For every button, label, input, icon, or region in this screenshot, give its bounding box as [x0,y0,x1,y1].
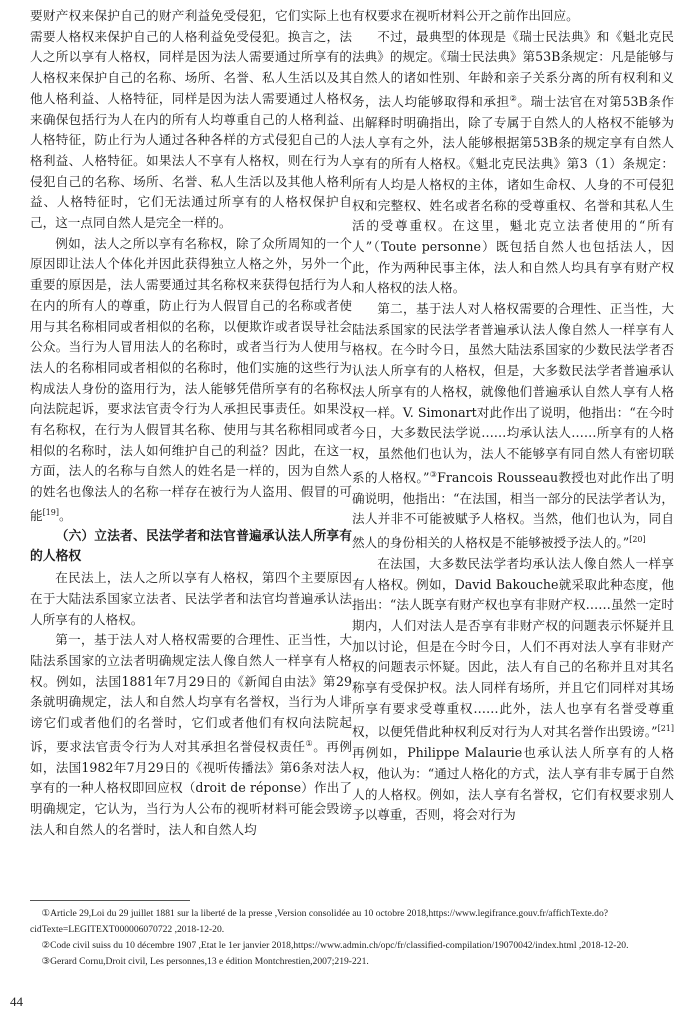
page-number: 44 [10,994,23,1009]
paragraph: 在法国，大多数民法学者均承认法人像自然人一样享有人格权。例如，David Bakouche就采取此种态度，他指出：“法人既享有财产权也享有非财产权……虽然一定时期内，人们对法人是否享有非财产权的问题表示怀疑并且加以讨论，但是在今时今日，人们不再对法人享有非财产权的问题表示怀疑。因此，法人有自己的名称并且对其名称享有受保护权。法人同样有场所，并且它们同样对其场所享有要求受尊重权……此外，法人也享有名誉受尊重权，以便凭借此种权利反对行为人对其名誉作出毁谤。”[21]再例如，Philippe Malaurie也承认法人所享有的人格权，他认为：“通过人格化的方式，法人享有非专属于自然人的人格权。例如，法人享有名誉权，它们有权要求别人予以尊重，否则，将会对行为 [352,555,674,823]
paragraph: 在民法上，法人之所以享有人格权，第四个主要原因在于大陆法系国家立法者、民法学者和法官均普遍承认法人所享有的人格权。 [30,570,352,627]
paragraph: 第一，基于法人对人格权需要的合理性、正当性，大陆法系国家的立法者明确规定法人像自然人一样享有人格权。例如，法国1881年7月29日的《新闻自由法》第29条就明确规定，法人和自然人均享有名誉权，当行为人诽谤它们或者他们的名誉时，它们或者他们有权向法院起诉，要求法官责令行为人对其承担名誉侵权责任①。再例如，法国1982年7月29日的《视听传播法》第6条对法人享有的一种人格权即回应权（droit de réponse）作出了明确规定，它认为，当行为人公布的视听材料可能会毁谤法人和自然人的名誉时，法人和自然人均 [30,632,353,837]
left-column [30,6,352,841]
paragraph: 第二，基于法人对人格权需要的合理性、正当性，大陆法系国家的民法学者普遍承认法人像自然人一样享有人格权。在今时今日，虽然大陆法系国家的少数民法学者否认法人所享有的人格权，但是，大多数民法学者普遍承认法人所享有的人格权，就像他们普遍承认自然人享有人格权一样。V. Simonart对此作出了说明，他指出：“在今时今日，大多数民法学说……均承认法人……所享有的人格权，虽然他们也认为，法人不能够享有同自然人有密切联系的人格权。”③Francois Rousseau教授也对此作出了明确说明，他指出：“在法国，相当一部分的民法学者认为，法人并非不可能被赋予人格权。当然，他们也认为，同自然人的身份相关的人格权是不能够被授予法人的。”[20] [352,301,675,551]
footnote: ③Gerard Cornu,Droit civil, Les personnes,13 e édition Montchrestien,2007;219-221. [41,956,369,967]
citation-ref[interactable]: [19] [42,507,60,517]
footnote: ②Code civil suiss du 10 décembre 1907 ,Etat le 1er janvier 2018,https://www.admin.ch/opc/fr/classified-compilation/19070042/index.html ,2018-12-20. [41,940,629,951]
footnotes [30,906,674,970]
footnote: ①Article 29,Loi du 29 juillet 1881 sur la liberté de la presse ,Version consolidée au 10 octobre 2018,https://www.legifrance.gouv.fr/affichTexte.do?cidTexte=LEGITEXT000006070722 ,2018-12-20. [30,908,609,935]
footnote-ref[interactable]: ③ [429,469,438,479]
citation-ref[interactable]: [21] [657,724,674,734]
footnote-ref[interactable]: ① [305,738,314,748]
paragraph: 例如，法人之所以享有名称权，除了众所周知的一个原因即让法人个体化并因此获得独立人格之外，另外一个重要的原因是，法人需要通过其名称权来获得包括行为人在内的所有人的尊重，防止行为人假冒自己的名称或者使用与其名称相同或者相似的名称，以便欺诈或者误导社会公众。当行为人冒用法人的名称时，或者当行为人使用与法人的名称相同或者相似的名称时，他们实施的这些行为构成法人身份的盗用行为，法人能够凭借所享有的名称权向法院起诉，要求法官责令行为人承担民事责任。如果没有名称权，在行为人假冒其名称、使用与其名称相同或者相似的名称时，法人如何维护自己的利益？因此，在这一方面，法人的名称与自然人的姓名是一样的，因为自然人的姓名也像法人的名称一样存在被行为人盗用、假冒的可能[19]。 [30,235,352,524]
footnote-ref[interactable]: ② [509,93,518,103]
paragraph: 有权要求在视听材料公开之前作出回应。 [352,8,579,23]
citation-ref[interactable]: [20] [629,534,646,544]
right-column [352,6,674,826]
paragraph: 不过，最典型的体现是《瑞士民法典》和《魁北克民法典》的规定。《瑞士民法典》第53B条规定：凡是能够与自然人的诸如性别、年龄和亲子关系分离的所有权利和义务，法人均能够取得和承担②。瑞士法官在对第53B条作出解释时明确指出，除了专属于自然人的人格权不能够为法人享有之外，法人能够根据第53B条的规定享有自然人享有的所有人格权。《魁北克民法典》第3（1）条规定：所有人均是人格权的主体，诸如生命权、人身的不可侵犯权和完整权、姓名或者名称的受尊重权、名誉和其私人生活的受尊重权。在这里，魁北克立法者使用的“所有人”（Toute personne）既包括自然人也包括法人，因此，作为两种民事主体，法人和自然人均具有享有财产权和人格权的法人格。 [352,28,675,296]
footnote-divider [30,900,190,901]
paragraph: 要财产权来保护自己的财产利益免受侵犯，它们实际上也需要人格权来保护自己的人格利益免受侵犯。换言之，法人之所以享有人格权，同样是因为法人需要通过所享有的人格权来保护自己的名称、场所、名誉、私人生活以及其他人格利益、人格特征，同样是因为法人需要通过人格权来确保包括行为人在内的所有人均尊重自己的人格利益、人格特征，防止行为人通过各种各样的方式侵犯自己的人格利益、人格特征。如果法人不享有人格权，则在行为人侵犯自己的名称、场所、名誉、私人生活以及其他人格利益、人格特征时，它们无法通过所享有的人格权保护自己，这一点同自然人是完全一样的。 [30,8,352,231]
section-heading: （六）立法者、民法学者和法官普遍承认法人所享有的人格权 [30,528,352,565]
